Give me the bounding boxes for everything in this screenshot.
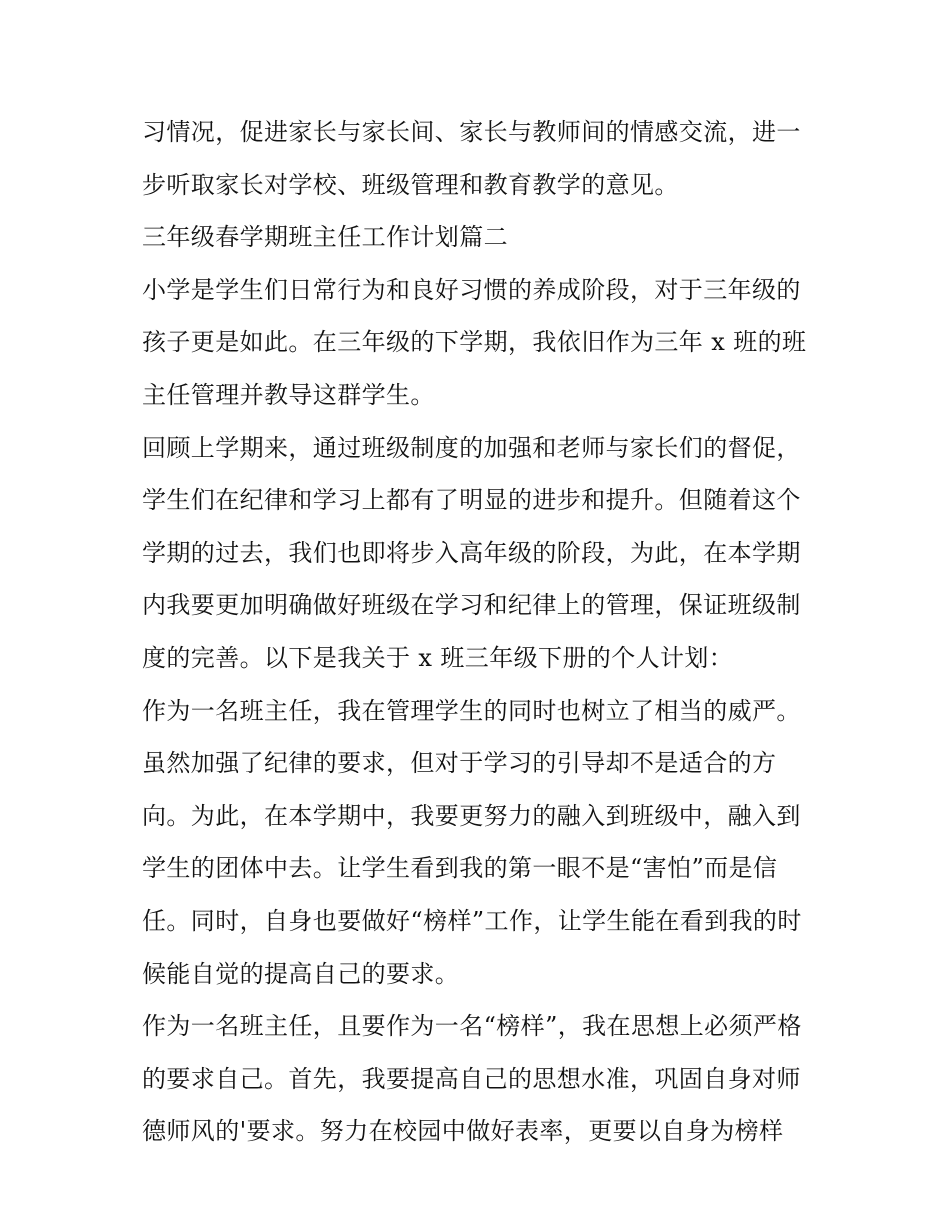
section-heading: 三年级春学期班主任工作计划篇二 [142, 223, 508, 252]
text-line: 任。同时，自身也要做好“榜样”工作，让学生能在看到我的时 [142, 906, 802, 935]
text-line: 小学是学生们日常行为和良好习惯的养成阶段，对于三年级的 [142, 275, 801, 304]
document-body [142, 106, 822, 1158]
text-line: 孩子更是如此。在三年级的下学期，我依旧作为三年 x 班的班 [142, 328, 807, 357]
text-line: 内我要更加明确做好班级在学习和纪律上的管理，保证班级制 [142, 591, 801, 620]
text-line: 作为一名班主任，且要作为一名“榜样”，我在思想上必须严格 [142, 1012, 802, 1041]
text-line: 向。为此，在本学期中，我要更努力的融入到班级中，融入到 [142, 801, 801, 830]
text-line: 习情况，促进家长与家长间、家长与教师间的情感交流，进一 [142, 118, 801, 146]
text-line: 候能自觉的提高自己的要求。 [142, 959, 460, 988]
text-line: 步听取家长对学校、班级管理和教育教学的意见。 [142, 170, 679, 199]
text-line: 学期的过去，我们也即将步入高年级的阶段，为此，在本学期 [142, 538, 801, 567]
text-line: 作为一名班主任，我在管理学生的同时也树立了相当的威严。 [142, 696, 801, 725]
text-line: 学生的团体中去。让学生看到我的第一眼不是“害怕”而是信 [142, 854, 778, 883]
text-line: 主任管理并教导这群学生。 [142, 380, 435, 409]
text-line: 虽然加强了纪律的要求，但对于学习的引导却不是适合的方 [142, 749, 777, 778]
text-line: 德师风的'要求。努力在校园中做好表率，更要以自身为榜样 [142, 1117, 784, 1146]
text-line: 回顾上学期来，通过班级制度的加强和老师与家长们的督促， [142, 433, 801, 462]
text-line: 度的完善。以下是我关于 x 班三年级下册的个人计划： [142, 643, 734, 672]
text-line: 的要求自己。首先，我要提高自己的思想水准，巩固自身对师 [142, 1064, 801, 1093]
text-line: 学生们在纪律和学习上都有了明显的进步和提升。但随着这个 [142, 486, 801, 515]
